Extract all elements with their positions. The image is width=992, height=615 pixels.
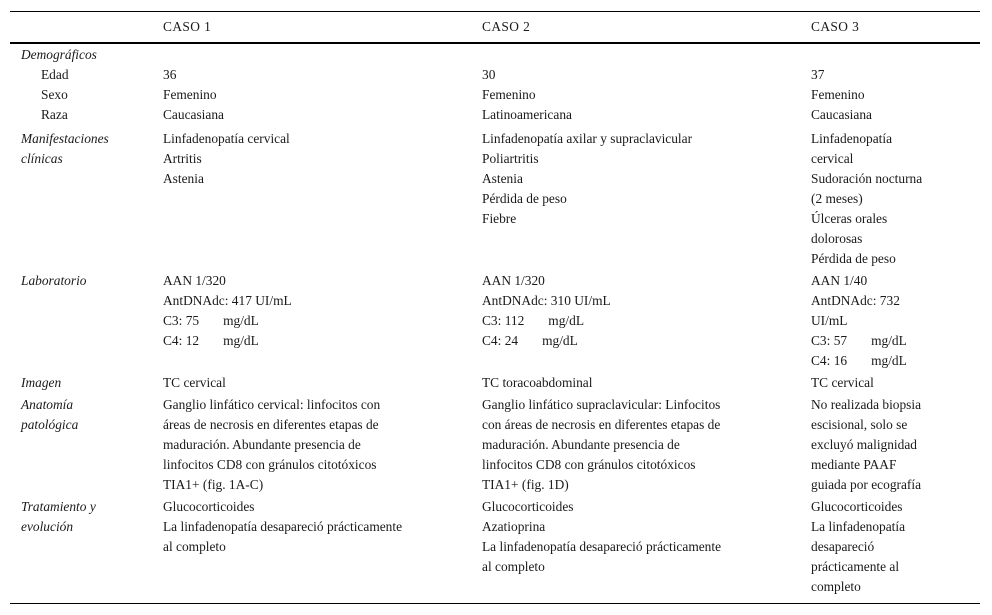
demograficos-caso-3: 37 Femenino Caucasiana [811,67,872,122]
field-raza: Raza [41,107,68,122]
header-caso-2: CASO 2 [482,19,531,34]
header-caso-1: CASO 1 [163,19,212,34]
row-label-imagen: Imagen [21,375,62,390]
anatomia-caso-3: No realizada biopsia escisional, solo se excluyó malignidad mediante PAAF guiada por ecografía [811,397,922,492]
manifestaciones-caso-2: Linfadenopatía axilar y supraclavicular Poliartritis Astenia Pérdida de peso Fiebre [482,131,693,226]
manifestaciones-caso-1: Linfadenopatía cervical Artritis Astenia [163,131,290,186]
row-label-tratamiento: Tratamiento y evolución [21,499,96,534]
anatomia-caso-2: Ganglio linfático supraclavicular: Linfocitos con áreas de necrosis en diferentes etapas de maduración. Abundante presencia de linfocitos CD8 con gránulos citotóxicos TIA1+ (fig. 1D) [482,397,721,492]
anatomia-caso-1: Ganglio linfático cervical: linfocitos con áreas de necrosis en diferentes etapas de maduración. Abundante presencia de linfocitos CD8 con gránulos citotóxicos TIA1+ (fig. 1A-C) [163,397,381,492]
imagen-caso-2: TC toracoabdominal [482,375,593,390]
demograficos-caso-2: 30 Femenino Latinoamericana [482,67,572,122]
demograficos-caso-1: 36 Femenino Caucasiana [163,67,224,122]
manifestaciones-caso-3: Linfadenopatía cervical Sudoración nocturna (2 meses) Úlceras orales dolorosas Pérdida de peso [811,131,923,266]
laboratorio-caso-2: AAN 1/320 AntDNAdc: 310 UI/mL C3: 112 mg/dL C4: 24 mg/dL [482,273,611,348]
field-sexo: Sexo [41,87,68,102]
row-label-manifestaciones: Manifestaciones clínicas [21,131,109,166]
field-edad: Edad [41,67,69,82]
laboratorio-caso-3: AAN 1/40 AntDNAdc: 732 UI/mL C3: 57 mg/dL C4: 16 mg/dL [811,273,907,368]
laboratorio-caso-1: AAN 1/320 AntDNAdc: 417 UI/mL C3: 75 mg/dL C4: 12 mg/dL [163,273,292,348]
table-top-rule [10,11,980,12]
tratamiento-caso-2: Glucocorticoides Azatioprina La linfadenopatía desapareció prácticamente al completo [482,499,722,574]
row-label-laboratorio: Laboratorio [21,273,87,288]
header-rule [10,42,980,44]
row-label-demograficos: Demográficos Edad Sexo Raza [21,45,97,125]
imagen-caso-1: TC cervical [163,375,226,390]
table-bottom-rule [10,603,980,604]
tratamiento-caso-1: Glucocorticoides La linfadenopatía desapareció prácticamente al completo [163,499,403,554]
row-label-anatomia: Anatomía patológica [21,397,79,432]
imagen-caso-3: TC cervical [811,375,874,390]
tratamiento-caso-3: Glucocorticoides La linfadenopatía desapareció prácticamente al completo [811,499,906,594]
header-caso-3: CASO 3 [811,19,860,34]
